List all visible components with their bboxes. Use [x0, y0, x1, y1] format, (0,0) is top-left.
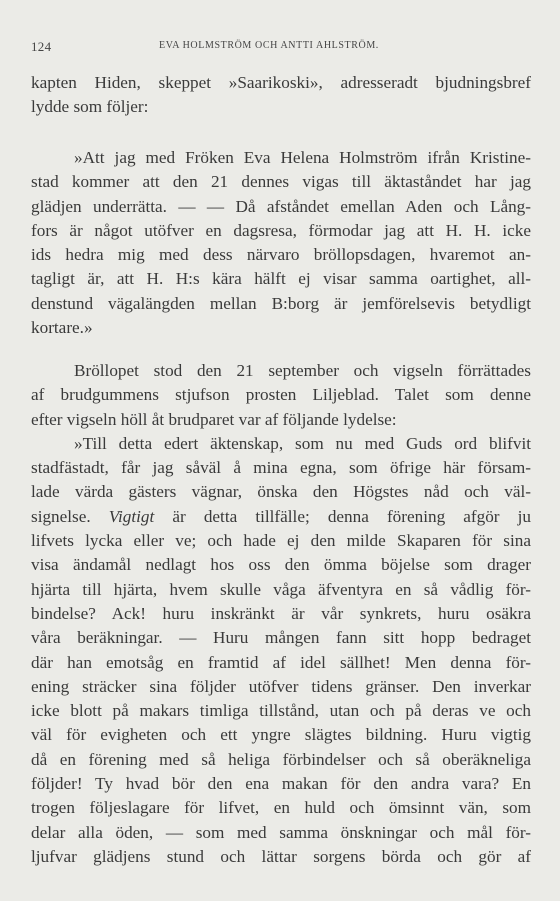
text-line: bindelse? Ack! huru inskränkt är vår synkrets, huru osäkra — [31, 603, 531, 623]
text-line: fors är något utöfver en dagsresa, förmodar jag att H. H. icke — [31, 220, 531, 240]
text-line: icke blott på makars timliga tillstånd, utan och på deras ve och — [31, 701, 531, 721]
text-line: signelse. Vigtigt är detta tillfälle; denna förening afgör ju — [31, 506, 531, 526]
text-line: »Att jag med Fröken Eva Helena Holmström ifrån Kristine- — [74, 148, 531, 167]
text-line: glädjen underrätta. — — Då afståndet emellan Aden och Lång- — [31, 196, 531, 216]
page-number: 124 — [31, 39, 52, 54]
text-line: stad kommer att den 21 dennes vigas till äktaståndet har jag — [31, 172, 531, 192]
text-line: lifvets lycka eller ve; och hade ej den milde Skaparen för sina — [31, 531, 531, 551]
text-line: våra beräkningar. — Huru mången fann sitt hopp bedraget — [31, 628, 531, 648]
running-title: EVA HOLMSTRÖM OCH ANTTI AHLSTRÖM. — [159, 40, 379, 51]
paragraph-letter — [31, 146, 531, 340]
text-line: tagligt är, att H. H:s kära hälft ej visar samma oartighet, all- — [31, 269, 531, 289]
text-line: lade värda gästers vägnar, önska den Högstes nåd och väl- — [31, 482, 531, 502]
text-line: trogen följeslagare för lifvet, en huld och ömsinnt vän, som — [31, 798, 531, 818]
paragraph-wedding — [31, 359, 531, 869]
paragraph-intro — [31, 71, 531, 120]
text-line: efter vigseln höll åt brudparet var af följande lydelse: — [31, 409, 397, 429]
emphasis-word: Vigtigt — [108, 506, 155, 526]
text-line: denstund vägalängden mellan B:borg är jemförelsevis betydligt — [31, 293, 531, 313]
text-line: kortare.» — [31, 318, 93, 338]
text-line: följder! Ty hvad bör den ena makan för den andra vara? En — [31, 774, 531, 794]
text-line: hjärta till hjärta, hvem skulle våga äfventyra en så vådlig för- — [31, 579, 531, 599]
text-line: lydde som följer: — [31, 97, 149, 117]
text-line: ljufvar glädjens stund och lättar sorgens börda och gör af — [31, 846, 531, 866]
text-line: af brudgummens stjufson prosten Liljeblad. Talet som denne — [31, 385, 531, 405]
text-line: där han emotsåg en framtid af idel sällhet! Men denna för- — [31, 652, 531, 672]
text-line: »Till detta edert äktenskap, som nu med Guds ord blifvit — [74, 433, 531, 453]
text-line: visa ändamål nedlagt hos oss den ömma böjelse som drager — [31, 555, 531, 575]
text-line: delar alla öden, — som med samma önskningar och mål för- — [31, 822, 531, 842]
text-line: kapten Hiden, skeppet »Saarikoski», adresseradt bjudningsbref — [31, 73, 531, 92]
text-line: Bröllopet stod den 21 september och vigseln förrättades — [74, 361, 531, 380]
text-line: ening sträcker sina följder utöfver tidens gränser. Den inverkar — [31, 676, 531, 696]
text-line: stadfästadt, får jag såväl å mina egna, som öfrige här försam- — [31, 458, 531, 478]
text-line: ids hedra mig med dess närvaro bröllopsdagen, hvaremot an- — [31, 245, 531, 265]
running-head — [31, 39, 531, 55]
text-line: då en förening med så heliga förbindelser och så oberäkneliga — [31, 749, 531, 769]
text-line: väl för evigheten och ett yngre slägtes bildning. Huru vigtig — [31, 725, 531, 745]
